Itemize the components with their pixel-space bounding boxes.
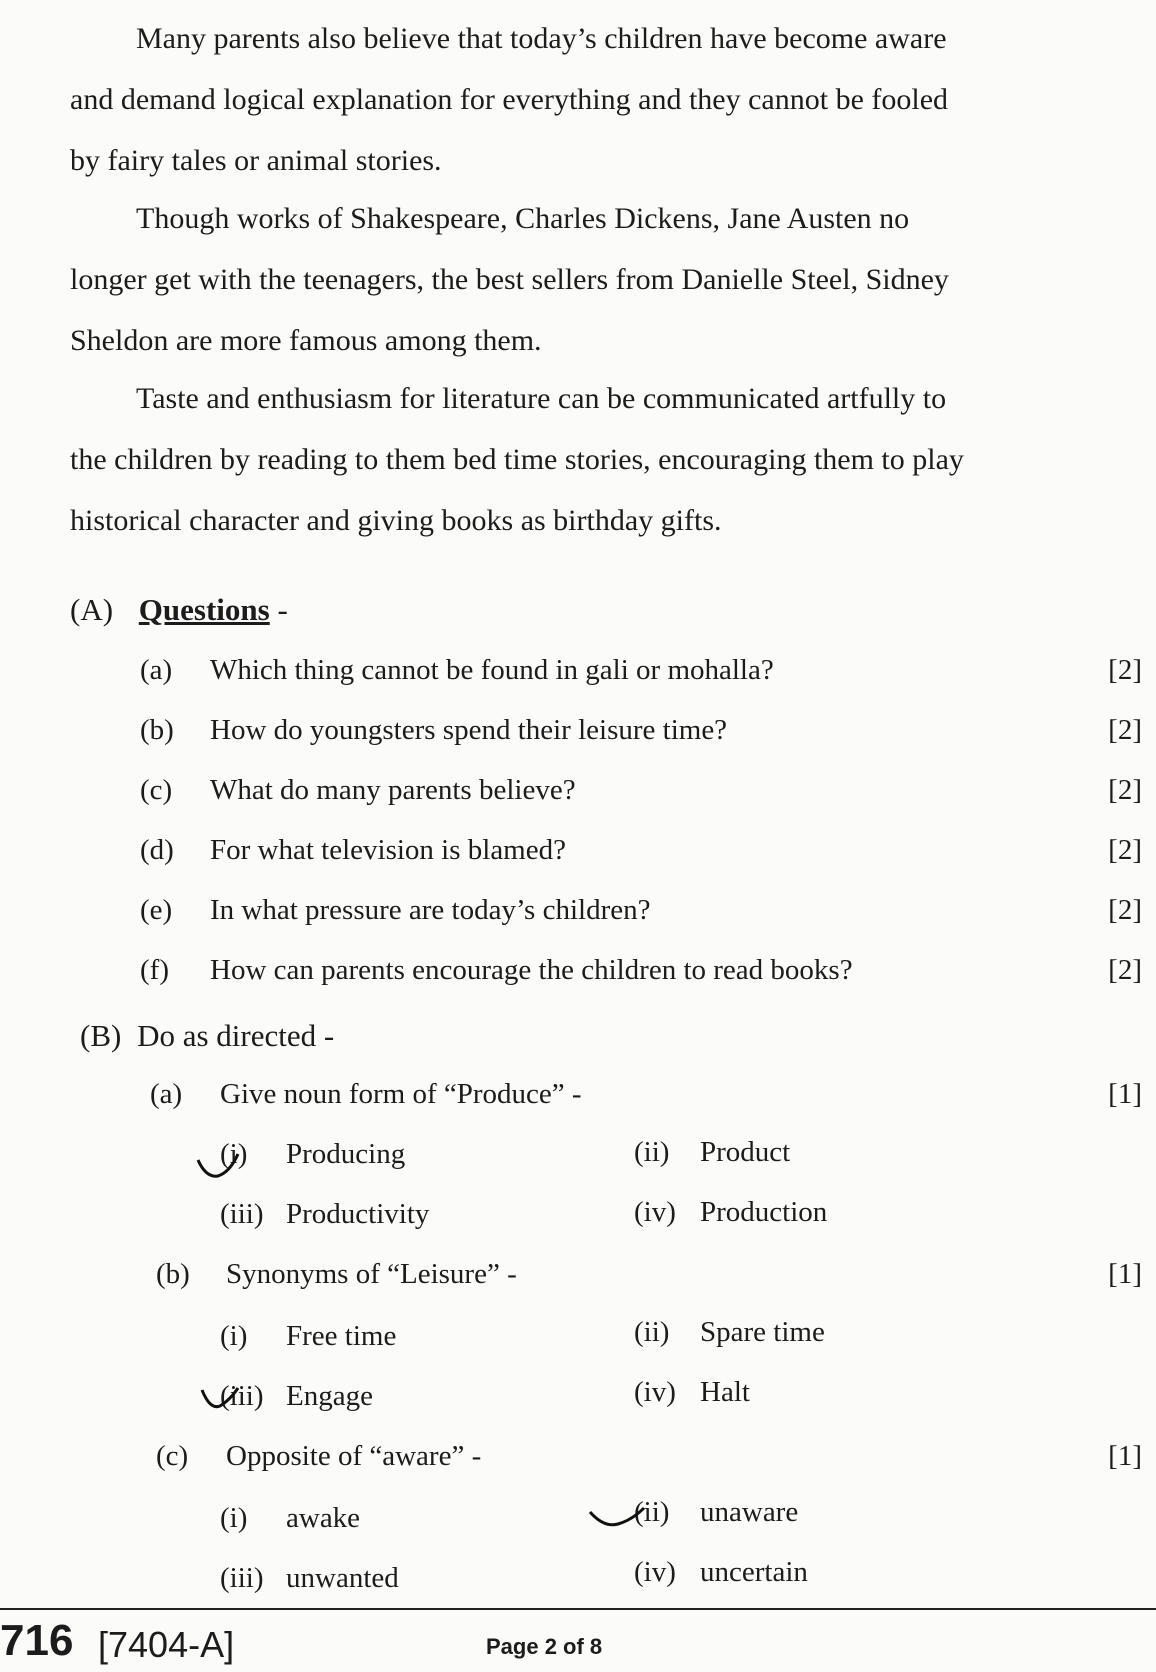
question-label: (f) <box>140 954 169 986</box>
section-b-label: (B) <box>80 1018 122 1053</box>
question-text: How can parents encourage the children to read books? <box>210 954 853 986</box>
passage-line: historical character and giving books as birthday gifts. <box>70 504 722 537</box>
item-text: Synonyms of “Leisure” - <box>226 1258 517 1290</box>
passage-paragraph-3 <box>70 368 1040 551</box>
question-marks: [2] <box>1108 894 1142 926</box>
section-a-suffix: - <box>269 592 288 627</box>
passage-line: Though works of Shakespeare, Charles Dickens, Jane Austen no <box>136 202 910 235</box>
directed-item-a <box>150 1078 1150 1118</box>
option-numeral: (iii) <box>220 1380 264 1412</box>
question-label: (e) <box>140 894 173 926</box>
option-numeral: (i) <box>220 1502 248 1534</box>
item-marks: [1] <box>1108 1078 1142 1110</box>
option-text: Free time <box>286 1320 397 1352</box>
passage-line: and demand logical explanation for everything and they cannot be fooled <box>70 83 949 116</box>
directed-item-b <box>156 1258 1150 1298</box>
question-label: (c) <box>140 774 173 806</box>
option-text: Production <box>700 1196 828 1228</box>
question-b <box>140 714 1150 754</box>
option <box>634 1496 798 1529</box>
handwritten-tick-icon <box>196 1150 246 1186</box>
item-label: (a) <box>150 1078 183 1110</box>
option-numeral: (iv) <box>634 1196 676 1228</box>
option <box>220 1502 360 1535</box>
question-marks: [2] <box>1108 774 1142 806</box>
option-text: uncertain <box>700 1556 808 1588</box>
option-numeral: (ii) <box>634 1136 670 1168</box>
option <box>220 1198 429 1231</box>
option <box>634 1136 790 1169</box>
question-text: For what television is blamed? <box>210 834 566 866</box>
section-a-label: (A) <box>70 592 114 627</box>
question-a <box>140 654 1150 694</box>
passage-line: by fairy tales or animal stories. <box>70 144 442 177</box>
footer-rule <box>0 1608 1156 1610</box>
item-label: (c) <box>156 1440 189 1472</box>
option <box>634 1556 808 1589</box>
section-a-title: Questions <box>138 592 270 627</box>
section-b-title: Do as directed - <box>137 1018 335 1053</box>
passage-line: Sheldon are more famous among them. <box>70 324 542 357</box>
option <box>220 1138 405 1171</box>
section-b-heading <box>80 1018 334 1054</box>
option <box>634 1316 825 1349</box>
question-label: (b) <box>140 714 174 746</box>
option-numeral: (i) <box>220 1320 248 1352</box>
question-marks: [2] <box>1108 954 1142 986</box>
option-numeral: (iv) <box>634 1376 676 1408</box>
handwritten-tick-icon <box>588 1502 648 1532</box>
option-text: awake <box>286 1502 361 1534</box>
option-text: Product <box>700 1136 791 1168</box>
option-text: unaware <box>700 1496 799 1528</box>
question-d <box>140 834 1150 874</box>
question-marks: [2] <box>1108 714 1142 746</box>
option-text: Spare time <box>700 1316 825 1348</box>
question-c <box>140 774 1150 814</box>
question-marks: [2] <box>1108 834 1142 866</box>
passage-line: Many parents also believe that today’s children have become aware <box>136 22 947 55</box>
option <box>634 1376 750 1409</box>
question-text: What do many parents believe? <box>210 774 576 806</box>
question-e <box>140 894 1150 934</box>
option <box>220 1562 399 1595</box>
item-text: Opposite of “aware” - <box>226 1440 482 1472</box>
option-numeral: (ii) <box>634 1496 670 1528</box>
option-numeral: (ii) <box>634 1316 670 1348</box>
question-f <box>140 954 1150 994</box>
option-numeral: (i) <box>220 1138 248 1170</box>
passage-line: Taste and enthusiasm for literature can be communicated artfully to <box>136 382 947 415</box>
option <box>634 1196 827 1229</box>
passage-line: the children by reading to them bed time stories, encouraging them to play <box>70 443 964 476</box>
directed-item-c <box>156 1440 1150 1480</box>
page-footer <box>0 1608 1156 1672</box>
passage-line: longer get with the teenagers, the best sellers from Danielle Steel, Sidney <box>70 263 949 296</box>
option-text: Producing <box>286 1138 406 1170</box>
option-text: Halt <box>700 1376 750 1408</box>
section-a-heading <box>70 592 288 628</box>
item-text: Give noun form of “Produce” - <box>220 1078 582 1110</box>
item-label: (b) <box>156 1258 190 1290</box>
option-numeral: (iv) <box>634 1556 676 1588</box>
page-indicator: Page 2 of 8 <box>486 1634 603 1659</box>
question-text: Which thing cannot be found in gali or mohalla? <box>210 654 774 686</box>
question-text: In what pressure are today’s children? <box>210 894 651 926</box>
paper-number: 716 <box>0 1616 74 1665</box>
option-text: Productivity <box>286 1198 430 1230</box>
passage-paragraph-2 <box>70 188 1040 371</box>
option-text: Engage <box>286 1380 373 1412</box>
handwritten-tick-icon <box>200 1384 246 1414</box>
option-numeral: (iii) <box>220 1198 264 1230</box>
question-label: (d) <box>140 834 174 866</box>
option-text: unwanted <box>286 1562 399 1594</box>
paper-code: [7404-A] <box>98 1624 235 1665</box>
question-label: (a) <box>140 654 173 686</box>
option-numeral: (iii) <box>220 1562 264 1594</box>
passage-paragraph-1 <box>70 8 1040 191</box>
item-marks: [1] <box>1108 1258 1142 1290</box>
question-text: How do youngsters spend their leisure time? <box>210 714 728 746</box>
option <box>220 1320 396 1353</box>
question-marks: [2] <box>1108 654 1142 686</box>
item-marks: [1] <box>1108 1440 1142 1472</box>
